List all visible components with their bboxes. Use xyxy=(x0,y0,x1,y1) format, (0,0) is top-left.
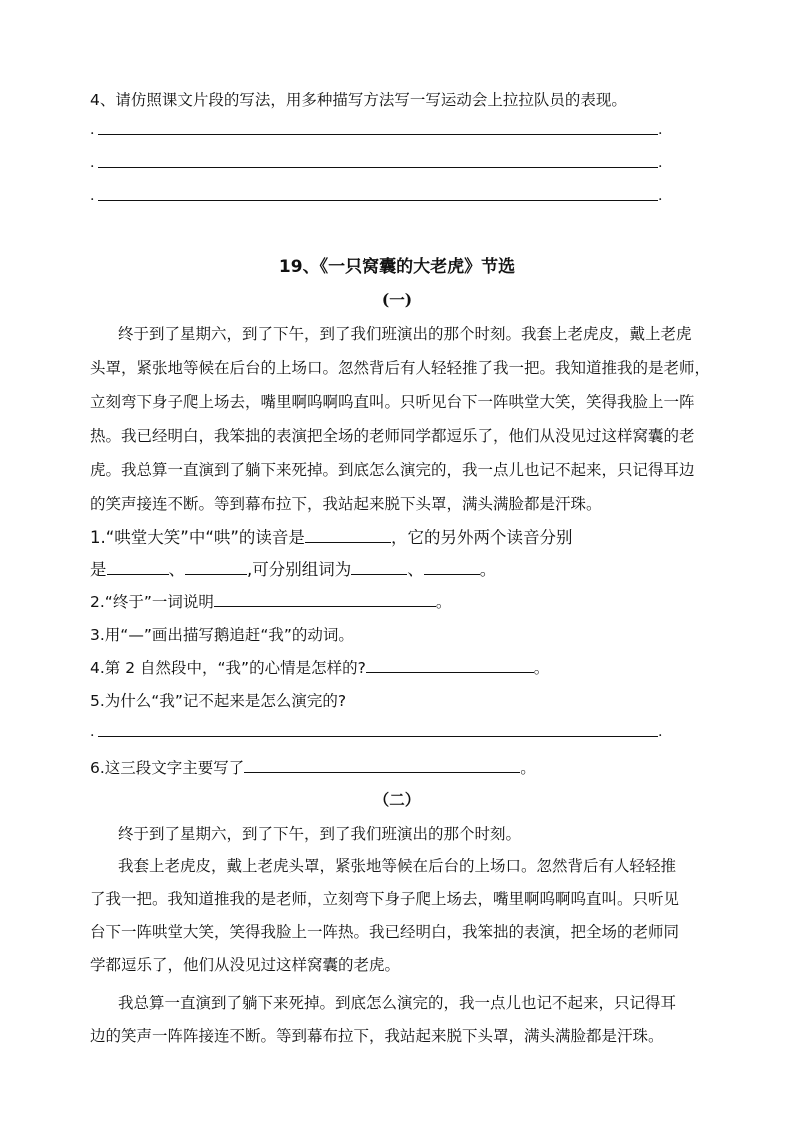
answer-line[interactable] xyxy=(90,120,670,140)
part-1-line: 热。我已经明白，我笨拙的表演把全场的老师同学都逗乐了，他们从没见过这样窝囊的老 xyxy=(90,427,695,445)
part-2-line: 我套上老虎皮，戴上老虎头罩，紧张地等候在后台的上场口。忽然背后有人轻轻推 xyxy=(118,857,677,875)
end-mark: 。 xyxy=(533,659,550,677)
underline xyxy=(98,167,658,168)
answer-line[interactable] xyxy=(90,153,670,173)
separator: 、 xyxy=(168,560,185,579)
answer-line[interactable] xyxy=(90,722,670,742)
question-5: 5.为什么“我”记不起来是怎么演完的? xyxy=(90,692,347,710)
question-3: 3.用“—”画出描写鹅追赶“我”的动词。 xyxy=(90,626,354,644)
part-2-line: 了我一把。我知道推我的是老师，立刻弯下身子爬上场去，嘴里啊呜啊呜直叫。只听见 xyxy=(90,890,680,908)
question-1-text: 是 xyxy=(90,560,107,579)
question-4-writing: 4、请仿照课文片段的写法，用多种描写方法写一写运动会上拉拉队员的表现。 xyxy=(90,91,627,109)
part-2-line: 台下一阵哄堂大笑，笑得我脸上一阵热。我已经明白，我笨拙的表演，把全场的老师同 xyxy=(90,923,680,941)
question-6-text: 6.这三段文字主要写了 xyxy=(90,759,245,777)
dot: . xyxy=(90,155,95,171)
blank-input[interactable] xyxy=(351,558,407,576)
blank-input[interactable] xyxy=(305,526,391,544)
part-1-line: 终于到了星期六，到了下午，到了我们班演出的那个时刻。我套上老虎皮，戴上老虎 xyxy=(118,325,692,343)
dot: . xyxy=(90,188,95,204)
blank-input[interactable] xyxy=(424,558,480,576)
part-2-label: （二） xyxy=(373,790,421,809)
dot: . xyxy=(658,724,663,740)
part-2-line: 边的笑声一阵阵接连不断。等到幕布拉下，我站起来脱下头罩，满头满脸都是汗珠。 xyxy=(90,1027,664,1045)
question-1-text: 1.“哄堂大笑”中“哄”的读音是 xyxy=(90,528,305,547)
dot: . xyxy=(90,724,95,740)
dot: . xyxy=(658,188,663,204)
question-1-cont xyxy=(90,556,704,580)
part-2-line: 我总算一直演到了躺下来死掉。到底怎么演完的，我一点儿也记不起来，只记得耳 xyxy=(118,994,677,1012)
part-1-line: 虎。我总算一直演到了躺下来死掉。到底怎么演完的，我一点儿也记不起来，只记得耳边 xyxy=(90,461,695,479)
question-4 xyxy=(90,656,704,678)
question-2-text: 2.“终于”一词说明 xyxy=(90,593,214,611)
blank-input[interactable] xyxy=(107,558,169,576)
blank-input[interactable] xyxy=(214,591,436,608)
dot: . xyxy=(90,122,95,138)
underline xyxy=(98,200,658,201)
end-mark: 。 xyxy=(435,593,452,611)
end-mark: 。 xyxy=(520,759,536,777)
question-1 xyxy=(90,524,704,548)
dot: . xyxy=(658,155,663,171)
question-1-text: ，它的另外两个读音分别 xyxy=(390,528,573,547)
part-1-line: 头罩，紧张地等候在后台的上场口。忽然背后有人轻轻推了我一把。我知道推我的是老师， xyxy=(90,359,711,377)
part-2-paragraph-1: 终于到了星期六，到了下午，到了我们班演出的那个时刻。 xyxy=(118,825,522,843)
part-1-label: (一) xyxy=(381,290,413,309)
part-1-line: 立刻弯下身子爬上场去，嘴里啊呜啊呜直叫。只听见台下一阵哄堂大笑，笑得我脸上一阵 xyxy=(90,393,695,411)
question-6 xyxy=(90,756,704,778)
underline xyxy=(98,736,658,737)
part-2-line: 学都逗乐了，他们从没见过这样窝囊的老虎。 xyxy=(90,956,401,974)
part-1-line: 的笑声接连不断。等到幕布拉下，我站起来脱下头罩，满头满脸都是汗珠。 xyxy=(90,495,602,513)
end-mark: 。 xyxy=(479,560,497,579)
blank-input[interactable] xyxy=(185,558,247,576)
answer-line[interactable] xyxy=(90,186,670,206)
blank-input[interactable] xyxy=(366,657,534,674)
question-1-text: ,可分别组词为 xyxy=(247,560,352,579)
dot: . xyxy=(658,122,663,138)
underline xyxy=(98,134,658,135)
question-4-text: 4.第 2 自然段中，“我”的心情是怎样的? xyxy=(90,659,366,677)
article-title: 19、《一只窝囊的大老虎》节选 xyxy=(278,257,516,277)
separator: 、 xyxy=(407,560,424,579)
blank-input[interactable] xyxy=(244,757,520,774)
question-2 xyxy=(90,590,704,612)
